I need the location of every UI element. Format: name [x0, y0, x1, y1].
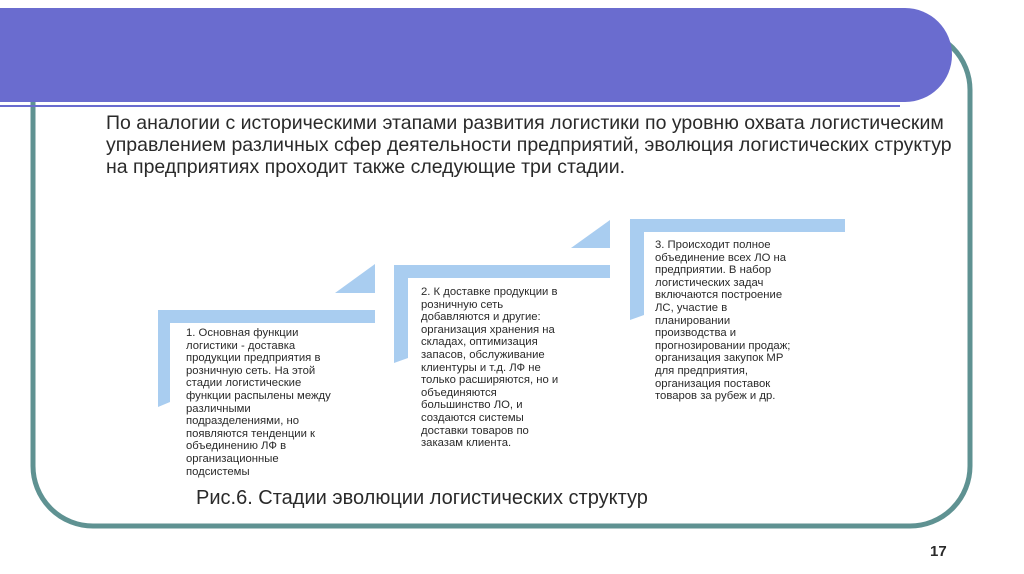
- figure-caption: Рис.6. Стадии эволюции логистических структур: [196, 487, 648, 509]
- page-number: 17: [930, 543, 947, 560]
- intro-paragraph: По аналогии с историческими этапами развития логистики по уровню охвата логистическим управлением различных сфер деятельности предприятий, эволюция логистических структур на предприятиях проходит также следующие три стадии.: [106, 112, 952, 178]
- stage-1-text: 1. Основная функции логистики - доставка продукции предприятия в розничную сеть. На этой стадии логистические функции распылены между различными подразделениями, но появляются тенденции к объединению ЛФ в организационные подсистемы: [186, 327, 331, 478]
- stage-2-text: 2. К доставке продукции в розничную сеть добавляются и другие: организация хранения на складах, оптимизация запасов, обслуживание клиентуры и т.д. ЛФ не только расширяются, но и объединяются большинство ЛО, и создаются системы доставки товаров по заказам клиента.: [421, 286, 559, 450]
- header-band: [0, 8, 952, 102]
- stage-3-text: 3. Происходит полное объединение всех ЛО на предприятии. В набор логистических задач включаются построение ЛС, участие в планировании производства и прогнозировании продаж; организация закупок МР для предприятия, организация поставок товаров за рубеж и др.: [655, 239, 791, 403]
